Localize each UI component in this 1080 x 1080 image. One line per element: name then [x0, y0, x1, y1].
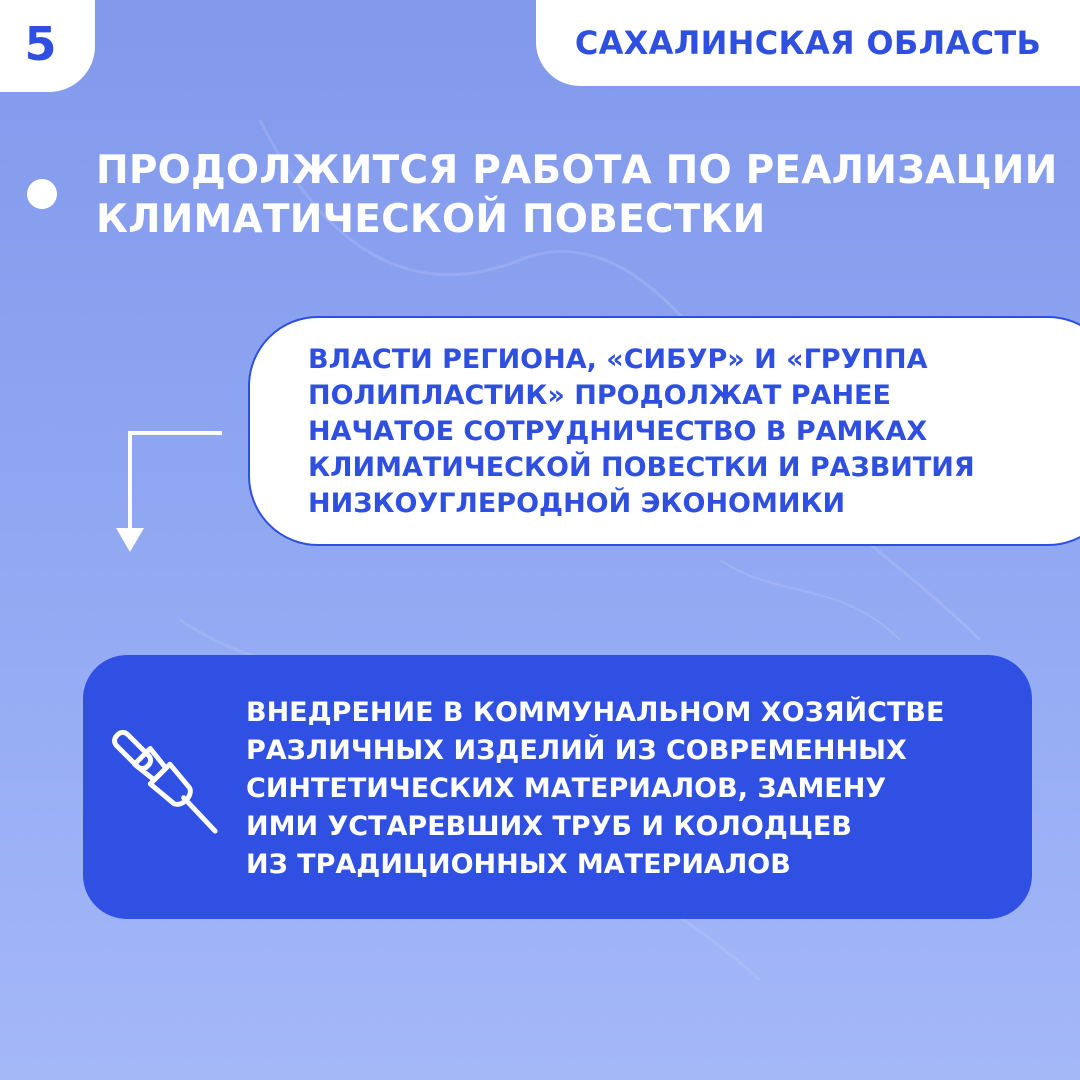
info-card: [248, 316, 1080, 546]
info-card-line: НАЧАТОЕ СОТРУДНИЧЕСТВО В РАМКАХ: [308, 416, 928, 447]
arrow-down-icon: [110, 428, 230, 558]
info-card-line: НИЗКОУГЛЕРОДНОЙ ЭКОНОМИКИ: [308, 488, 846, 519]
highlight-card: [83, 655, 1032, 919]
pushpin-icon: [105, 719, 223, 837]
region-badge: [536, 0, 1080, 86]
info-card-line: ВЛАСТИ РЕГИОНА, «СИБУР» И «ГРУППА: [308, 344, 928, 375]
info-card-line: КЛИМАТИЧЕСКОЙ ПОВЕСТКИ И РАЗВИТИЯ: [308, 452, 975, 483]
page-title-line: ПРОДОЛЖИТСЯ РАБОТА ПО РЕАЛИЗАЦИИ: [96, 148, 1058, 193]
info-card-text: [308, 342, 1078, 522]
highlight-card-line: ИМИ УСТАРЕВШИХ ТРУБ И КОЛОДЦЕВ: [246, 811, 852, 842]
highlight-card-text: [246, 694, 1016, 884]
page-title: [96, 146, 1071, 244]
highlight-card-line: СИНТЕТИЧЕСКИХ МАТЕРИАЛОВ, ЗАМЕНУ: [246, 773, 887, 804]
info-card-line: ПОЛИПЛАСТИК» ПРОДОЛЖАТ РАНЕЕ: [308, 380, 891, 411]
slide-number-badge: [0, 0, 95, 92]
page-title-line: КЛИМАТИЧЕСКОЙ ПОВЕСТКИ: [96, 197, 766, 242]
highlight-card-line: ВНЕДРЕНИЕ В КОММУНАЛЬНОМ ХОЗЯЙСТВЕ: [246, 697, 945, 728]
bullet-dot-icon: [27, 179, 57, 209]
highlight-card-line: РАЗЛИЧНЫХ ИЗДЕЛИЙ ИЗ СОВРЕМЕННЫХ: [246, 735, 907, 766]
region-name: САХАЛИНСКАЯ ОБЛАСТЬ: [574, 24, 1042, 62]
highlight-card-line: ИЗ ТРАДИЦИОННЫХ МАТЕРИАЛОВ: [246, 849, 791, 880]
slide-number: 5: [24, 17, 57, 71]
